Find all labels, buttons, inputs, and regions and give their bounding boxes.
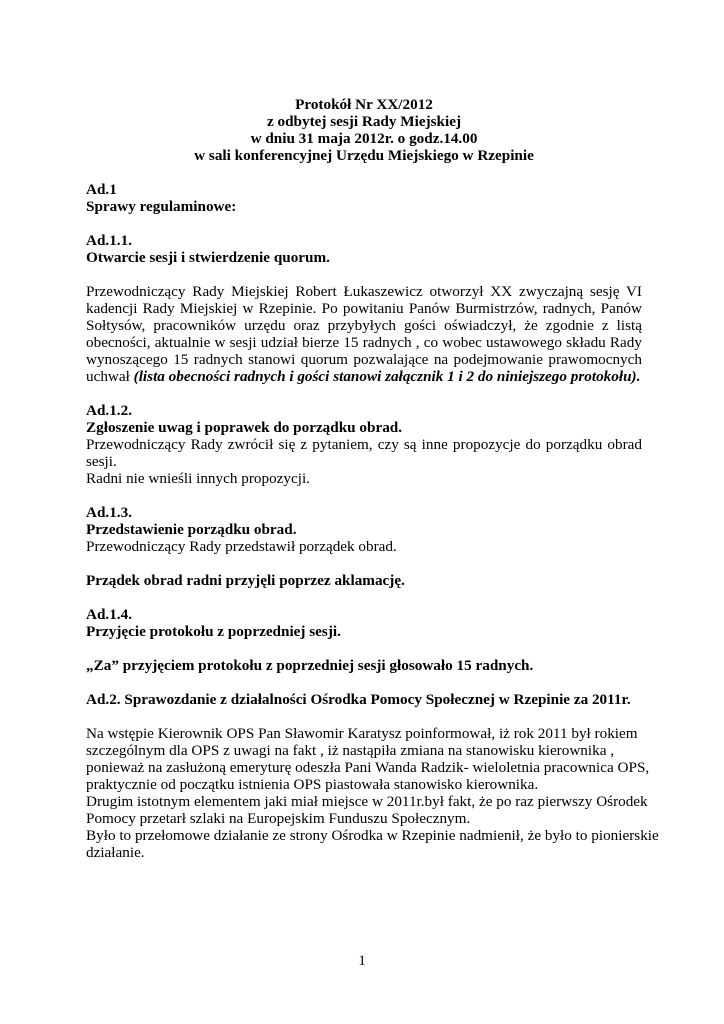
page-number: 1 (358, 952, 366, 969)
decision-text: Prządek obrad radni przyjęli poprzez aklamację. (86, 572, 405, 589)
paragraph-line: sesji. (86, 453, 117, 470)
title-line: w dniu 31 maja 2012r. o godz.14.00 (250, 130, 478, 147)
agenda-decision (86, 572, 642, 589)
section-title: Przedstawienie porządku obrad. (86, 521, 297, 538)
section-ad1-4 (86, 606, 642, 640)
section-number: Ad.1 (86, 181, 117, 198)
section-title: Otwarcie sesji i stwierdzenie quorum. (86, 249, 330, 266)
ops-report-paragraph (86, 725, 659, 861)
paragraph-line: Pomocy przetarł szlaki na Europejskim Funduszu Społecznym. (86, 810, 471, 827)
paragraph-line: wynoszącego 15 radnych stanowi quorum pozwalające na podejmowanie prawomocnych (86, 351, 642, 368)
paragraph-line: ponieważ na zasłużoną emeryturę odeszła Pani Wanda Radzik- wieloletnia pracownica OPS, (86, 759, 650, 776)
paragraph-line: kadencji Rady Miejskiej w Rzepinie. Po powitaniu Panów Burmistrzów, radnych, Panów (86, 300, 642, 317)
section-number: Ad.1.2. (86, 402, 132, 419)
attachment-note: (lista obecności radnych i gości stanowi załącznik 1 i 2 do niniejszego protokołu). (133, 368, 641, 385)
protocol-title (86, 96, 642, 164)
vote-result: „Za” przyjęciem protokołu z poprzedniej sesji głosowało 15 radnych. (86, 657, 534, 674)
paragraph-line: działanie. (86, 844, 145, 861)
section-ad1-2 (86, 402, 642, 487)
section-ad2 (86, 691, 642, 708)
agenda-text: Przewodniczący Rady przedstawił porządek obrad. (86, 538, 397, 555)
title-line: z odbytej sesji Rady Miejskiej (266, 113, 462, 130)
section-title: Przyjęcie protokołu z poprzedniej sesji. (86, 623, 341, 640)
section-title: Zgłoszenie uwag i poprawek do porządku obrad. (86, 419, 403, 436)
paragraph-line: Przewodniczący Rady Miejskiej Robert Łukaszewicz otworzył XX zwyczajną sesję VI (86, 283, 642, 300)
section-ad1 (86, 181, 642, 215)
section-heading: Ad.2. Sprawozdanie z działalności Ośrodka Pomocy Społecznej w Rzepinie za 2011r. (86, 691, 631, 708)
title-line: Protokół Nr XX/2012 (295, 96, 433, 113)
quorum-paragraph (86, 283, 642, 385)
section-ad1-1 (86, 232, 642, 266)
protocol-vote (86, 657, 642, 674)
section-ad1-3 (86, 504, 642, 555)
document-content (86, 96, 659, 861)
paragraph-text: uchwał (86, 368, 134, 385)
council-note: Radni nie wnieśli innych propozycji. (86, 470, 310, 487)
section-number: Ad.1.4. (86, 606, 132, 623)
paragraph-line: Na wstępie Kierownik OPS Pan Sławomir Karatysz poinformował, iż rok 2011 był rokiem (86, 725, 638, 742)
paragraph-line: Było to przełomowe działanie ze strony Ośrodka w Rzepinie nadmienił, że było to pionierskie (86, 827, 659, 844)
paragraph-line: Drugim istotnym elementem jaki miał miejsce w 2011r.był fakt, że po raz pierwszy Ośrodek (86, 793, 648, 810)
section-number: Ad.1.1. (86, 232, 132, 249)
paragraph-line: obecności, aktualnie w sesji udział bierze 15 radnych , co wobec ustawowego składu Rady (86, 334, 642, 351)
paragraph-line: praktycznie od początku istnienia OPS piastowała stanowisko kierownika. (86, 776, 539, 793)
paragraph-line (86, 368, 642, 385)
paragraph-line: Przewodniczący Rady zwrócił się z pytaniem, czy są inne propozycje do porządku obrad (86, 436, 642, 453)
section-title: Sprawy regulaminowe: (86, 198, 237, 215)
paragraph-line: Sołtysów, pracowników urzędu oraz przybyłych gości oświadczył, że zgodnie z listą (86, 317, 642, 334)
question-paragraph (86, 436, 642, 470)
section-number: Ad.1.3. (86, 504, 132, 521)
paragraph-line: szczególnym dla OPS z uwagi na fakt , iż nastąpiła zmiana na stanowisku kierownika , (86, 742, 615, 759)
title-line: w sali konferencyjnej Urzędu Miejskiego w Rzepinie (194, 147, 534, 164)
